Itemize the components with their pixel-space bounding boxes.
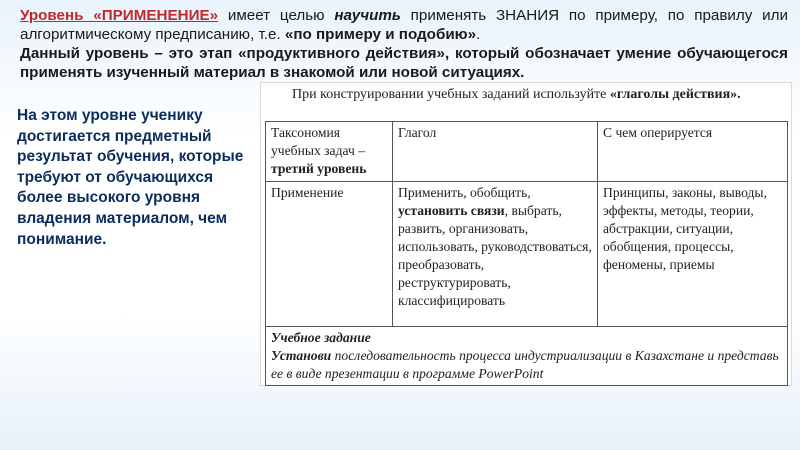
verbs-start: Применить, обобщить, — [398, 185, 531, 200]
document-caption — [292, 86, 741, 104]
task-verb: Установи — [271, 348, 332, 363]
verbs-emphasis: установить связи — [398, 203, 505, 218]
level-title: Уровень «ПРИМЕНЕНИЕ» — [20, 7, 219, 24]
side-note: На этом уровне ученику достигается предметный результат обучения, которые требуют от обучающихся более высокого уровня владения материалом, чем понимание. — [17, 107, 244, 248]
document-excerpt — [260, 82, 792, 386]
task-row — [266, 327, 788, 386]
intro-quote: «по примеру и подобию» — [284, 26, 477, 43]
cell-level: Применение — [266, 182, 393, 327]
cell-task — [266, 327, 788, 386]
task-title: Учебное задание — [271, 330, 371, 345]
header-paragraph-2: Данный уровень – это этап «продуктивного действия», который обозначает умение обучающегося применять изученный материал в знакомой или новой ситуациях. — [20, 45, 788, 81]
verbs-rest: , выбрать, развить, организовать, использовать, руководствоваться, преобразовать, реструктурировать, классифицировать — [398, 203, 592, 308]
intro-emphasis: научить — [334, 7, 401, 24]
taxonomy-level: третий уровень — [271, 161, 367, 176]
header-cell-objects: С чем оперируется — [598, 122, 788, 182]
intro-text-2: применять ЗНАНИЯ по примеру, по правилу или алгоритмическому предписанию, т.е. — [20, 7, 788, 43]
cell-verbs — [393, 182, 598, 327]
taxonomy-label: Таксономия учебных задач – — [271, 125, 366, 158]
header-paragraph-1 — [20, 6, 788, 44]
task-text: последовательность процесса индустриализации в Казахстане и представь ее в виде презентации в программе PowerPoint — [271, 348, 779, 381]
table-row — [266, 182, 788, 327]
caption-emphasis: «глаголы действия». — [609, 87, 741, 102]
slide-header — [20, 6, 788, 82]
header-cell-verb: Глагол — [393, 122, 598, 182]
intro-text-1: имеет целью — [218, 7, 335, 24]
cell-objects: Принципы, законы, выводы, эффекты, методы, теории, абстракции, ситуации, обобщения, процессы, феномены, приемы — [598, 182, 788, 327]
action-verbs-table — [265, 121, 788, 386]
intro-end: . — [476, 26, 481, 43]
table-header-row — [266, 122, 788, 182]
header-cell-taxonomy — [266, 122, 393, 182]
caption-text: При конструировании учебных заданий используйте — [292, 87, 610, 102]
